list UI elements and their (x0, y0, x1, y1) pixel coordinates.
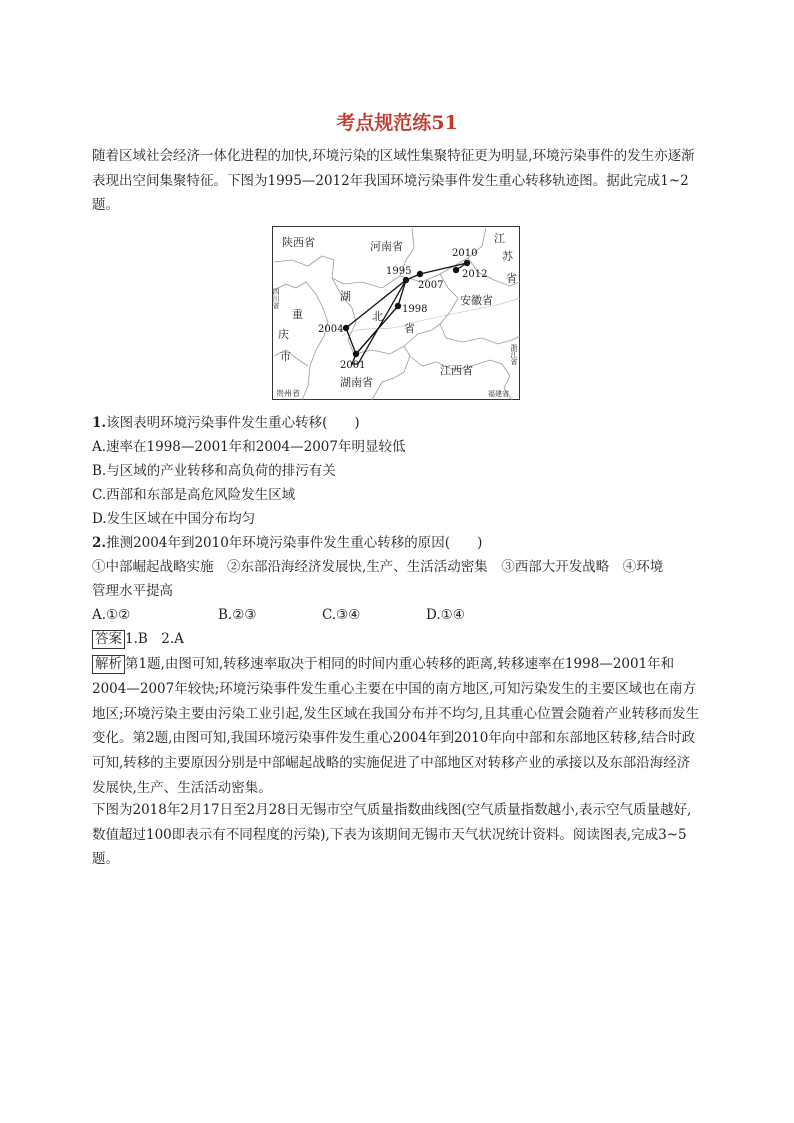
year-1998: 1998 (402, 304, 428, 315)
q1-option-d: D.发生区域在中国分布均匀 (92, 511, 256, 527)
answer-text: 1.B 2.A (125, 631, 184, 647)
answer-label: 答案 (92, 630, 125, 649)
question-2-stem: 推测2004年到2010年环境污染事件发生重心转移的原因( ) (106, 535, 483, 551)
label-hu: 湖 (340, 290, 351, 303)
year-2010: 2010 (452, 248, 478, 259)
point-2012 (453, 267, 459, 273)
year-2012: 2012 (462, 269, 488, 280)
q2-option-c: C.③④ (322, 607, 361, 623)
q1-option-a: A.速率在1998—2001年和2004—2007年明显较低 (92, 439, 406, 455)
analysis-text: 第1题,由图可知,转移速率取决于相同的时间内重心转移的距离,转移速率在1998—2001年和2004—2007年较快;环境污染事件发生重心主要在中国的南方地区,可知污染发生的主要区域也在南方地区;环境污染主要由污染工业引起,发生区域在我国分布并不均匀,且其重心位置会随着产业转移而发生变化。第2题,由图可知,我国环境污染事件发生重心2004年到2010年向中部和东部地区转移,结合时政可知,转移的主要原因分别是中部崛起战略的实施促进了中部地区对转移产业的承接以及东部沿海经济发展快,生产、生活活动密集。 (92, 656, 700, 796)
q2-option-b: B.②③ (218, 607, 257, 623)
q2-option-d: D.①④ (426, 607, 465, 623)
q2-option-a: A.①② (92, 607, 131, 623)
label-hunan: 湖南省 (340, 376, 373, 389)
q1-option-c: C.西部和东部是高危风险发生区域 (92, 487, 296, 503)
label-su: 苏 (502, 250, 513, 263)
question-2-number: 2. (92, 535, 107, 551)
label-sheng-hb: 省 (404, 322, 415, 335)
label-shi: 市 (280, 350, 291, 363)
label-zhejiang: 浙江省 (510, 344, 518, 365)
next-intro-paragraph: 下图为2018年2月17日至2月28日无锡市空气质量指数曲线图(空气质量指数越小,表示空气质量越好,数值超过100即表示有不同程度的污染),下表为该期间无锡市天气状况统计资料。阅读图表,完成3~5题。 (92, 802, 692, 867)
analysis-paragraph (92, 652, 702, 801)
question-1-number: 1. (92, 415, 107, 431)
q2-choices-line-1: ①中部崛起战略实施 ②东部沿海经济发展快,生产、生活活动密集 ③西部大开发战略 ④环境 (92, 559, 664, 575)
label-henan: 河南省 (370, 240, 403, 253)
q2-options (92, 604, 465, 626)
point-2007 (417, 271, 423, 277)
label-fujian: 福建省 (488, 390, 509, 398)
label-bei: 北 (372, 310, 383, 323)
pollution-center-map (272, 226, 520, 400)
label-sheng-js: 省 (506, 272, 517, 285)
label-anhui: 安徽省 (460, 294, 493, 307)
label-sichuan: 四川省 (272, 288, 280, 309)
question-2 (92, 532, 482, 554)
q1-option-b: B.与区域的产业转移和高负荷的排污有关 (92, 463, 336, 479)
label-jiangxi: 江西省 (440, 364, 473, 377)
label-guizhou: 贵州省 (276, 389, 300, 398)
intro-paragraph: 随着区域社会经济一体化进程的加快,环境污染的区域性集聚特征更为明显,环境污染事件的发生亦逐渐表现出空间集聚特征。下图为1995—2012年我国环境污染事件发生重心转移轨迹图。据此完成1~2题。 (92, 148, 695, 213)
label-jiang: 江 (494, 232, 505, 245)
analysis-label: 解析 (92, 655, 125, 674)
year-1995: 1995 (386, 266, 412, 277)
label-chong: 重 (292, 308, 303, 321)
question-1-stem: 该图表明环境污染事件发生重心转移( ) (106, 415, 360, 431)
year-2001: 2001 (340, 360, 366, 371)
year-2004: 2004 (318, 324, 344, 335)
label-shaanxi: 陕西省 (282, 236, 315, 249)
point-2010 (464, 260, 470, 266)
year-2007: 2007 (418, 280, 444, 291)
question-1 (92, 412, 360, 434)
label-qing: 庆 (278, 328, 289, 341)
answer-line (92, 628, 184, 650)
q2-choices-line-2: 管理水平提高 (92, 583, 173, 599)
page-title: 考点规范练51 (336, 112, 458, 134)
